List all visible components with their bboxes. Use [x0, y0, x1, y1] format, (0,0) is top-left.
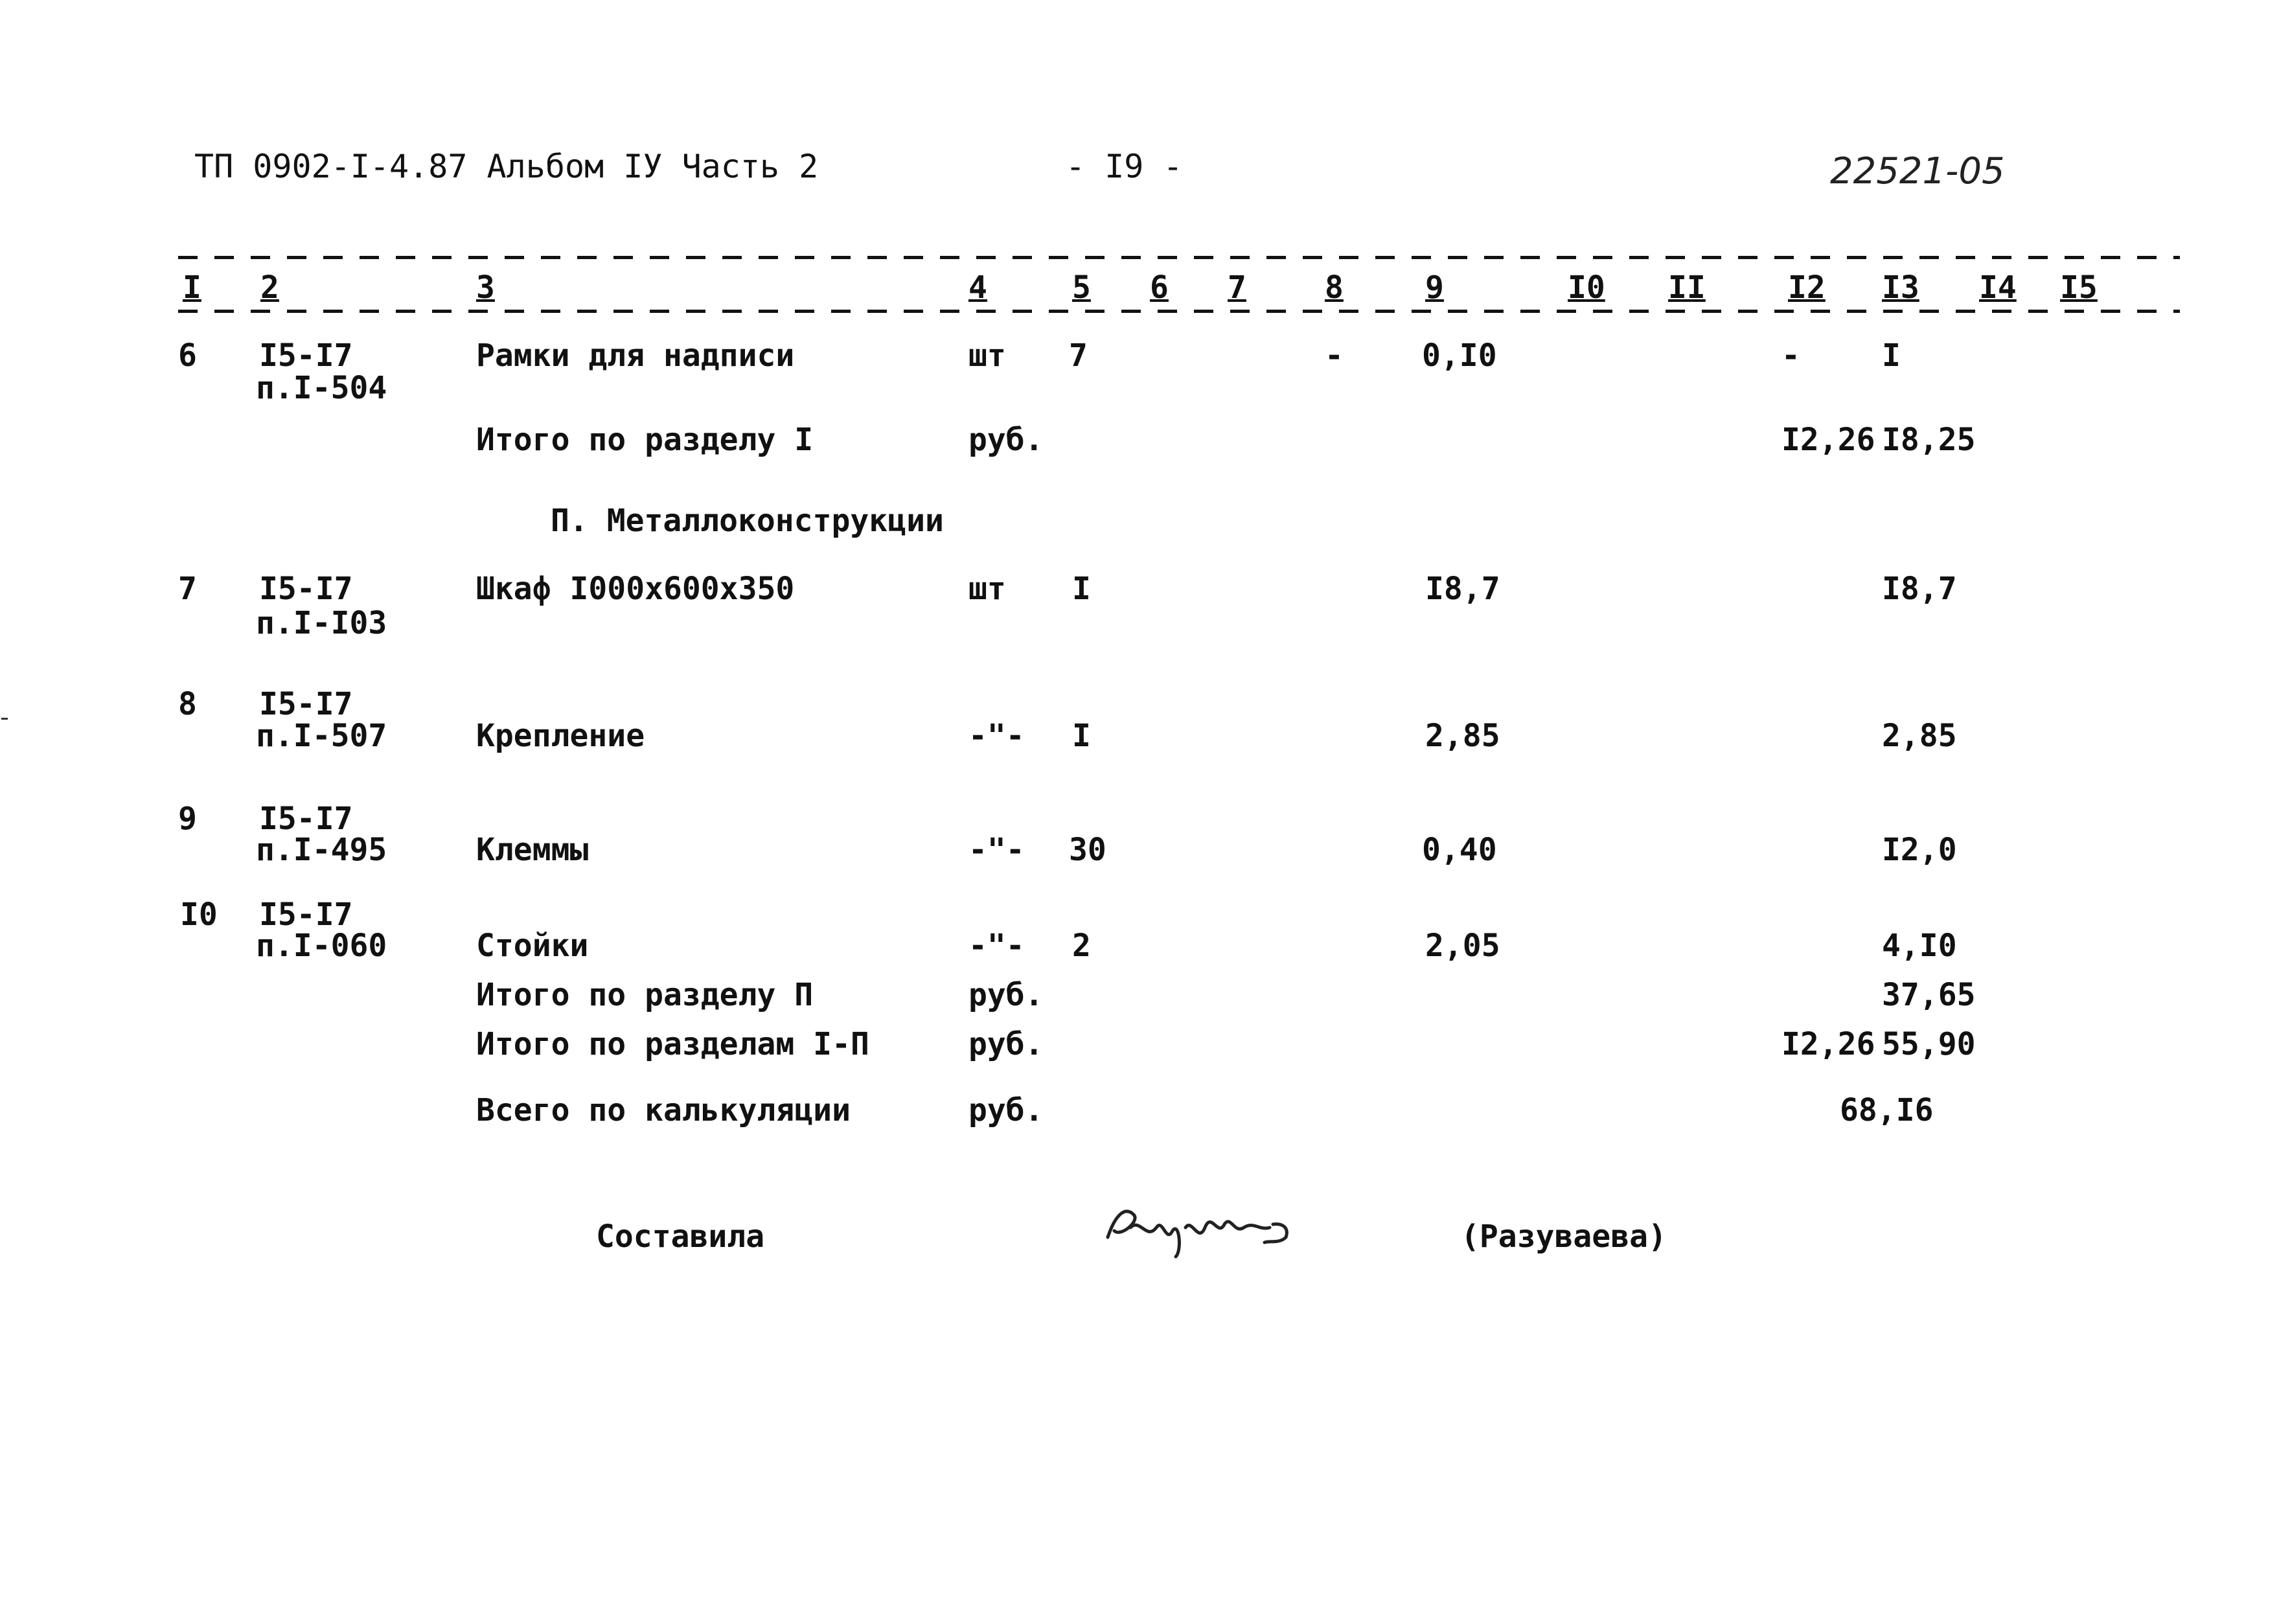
- row-price: 2,85: [1425, 718, 1500, 754]
- row-unit: -"-: [968, 718, 1025, 754]
- row-code-line1: I5-I7: [259, 897, 353, 933]
- row-col12: I2,26: [1781, 422, 1875, 458]
- row-code-line2: п.I-507: [256, 718, 387, 754]
- row-price: 0,40: [1422, 832, 1497, 868]
- document-reference: ТП 0902-I-4.87 Альбом IУ Часть 2: [194, 148, 819, 185]
- column-header: I5: [2060, 269, 2098, 306]
- row-name: Шкаф I000х600х350: [476, 571, 795, 607]
- row-col13: I8,25: [1882, 422, 1976, 458]
- column-header: 5: [1072, 269, 1091, 306]
- row-name: Всего по калькуляции: [476, 1092, 851, 1128]
- row-unit: руб.: [968, 422, 1044, 458]
- column-header: 3: [476, 269, 495, 306]
- column-header: 4: [968, 269, 987, 306]
- row-name: Крепление: [476, 718, 645, 754]
- row-col13: 2,85: [1882, 718, 1957, 754]
- row-number: 9: [178, 801, 197, 837]
- section-heading: П. Металлоконструкции: [551, 503, 944, 539]
- row-quantity: 30: [1069, 832, 1106, 868]
- row-name: Стойки: [476, 928, 589, 964]
- compiler-name: (Разуваева): [1461, 1218, 1667, 1255]
- column-header: I0: [1568, 269, 1605, 306]
- row-col13: 37,65: [1882, 977, 1976, 1013]
- table-top-rule: [178, 256, 2180, 259]
- row-code-line1: I5-I7: [259, 801, 353, 837]
- column-header: I2: [1788, 269, 1826, 306]
- row-unit: руб.: [968, 977, 1044, 1013]
- row-number: 7: [178, 571, 197, 607]
- row-number: 8: [178, 686, 197, 722]
- row-name: Рамки для надписи: [476, 337, 795, 374]
- signature: [1095, 1192, 1315, 1270]
- page-number: - I9 -: [1066, 148, 1183, 185]
- row-quantity: I: [1072, 571, 1091, 607]
- row-unit: шт: [968, 337, 1006, 374]
- archive-number: 22521-05: [1830, 150, 2005, 192]
- row-col13: 4,I0: [1882, 928, 1957, 964]
- column-header: 7: [1228, 269, 1246, 306]
- row-unit: руб.: [968, 1092, 1044, 1128]
- row-price: I8,7: [1425, 571, 1500, 607]
- row-code-line2: п.I-504: [256, 370, 387, 406]
- row-code-line2: п.I-060: [256, 928, 387, 964]
- row-col13: 55,90: [1882, 1026, 1976, 1062]
- row-code-line2: п.I-I03: [256, 605, 387, 641]
- row-number: 6: [178, 337, 197, 374]
- column-header: II: [1668, 269, 1706, 306]
- row-quantity: 7: [1069, 337, 1088, 374]
- row-name: Итого по разделам I-П: [476, 1026, 869, 1062]
- table-header-rule: [178, 310, 2180, 313]
- row-name: Итого по разделу П: [476, 977, 814, 1013]
- column-header: I4: [1979, 269, 2017, 306]
- row-unit: -"-: [968, 928, 1025, 964]
- row-name: Клеммы: [476, 832, 589, 868]
- row-unit: -"-: [968, 832, 1025, 868]
- row-unit: шт: [968, 571, 1006, 607]
- row-code-line1: I5-I7: [259, 571, 353, 607]
- column-header: 8: [1325, 269, 1344, 306]
- column-header: 9: [1425, 269, 1444, 306]
- row-col13: I: [1882, 337, 1901, 374]
- row-col12: -: [1781, 337, 1800, 374]
- column-header: I3: [1882, 269, 1919, 306]
- row-code-line2: п.I-495: [256, 832, 387, 868]
- row-code-line1: I5-I7: [259, 686, 353, 722]
- row-number: I0: [180, 897, 218, 933]
- row-code-line1: I5-I7: [259, 337, 353, 374]
- row-price: 0,I0: [1422, 337, 1497, 374]
- row-col13: 68,I6: [1840, 1092, 1934, 1128]
- row-name: Итого по разделу I: [476, 422, 814, 458]
- column-header: 2: [260, 269, 279, 306]
- column-header: 6: [1150, 269, 1169, 306]
- row-col13: I8,7: [1882, 571, 1957, 607]
- row-price: 2,05: [1425, 928, 1500, 964]
- row-col8: -: [1325, 337, 1344, 374]
- compiled-by-label: Составила: [596, 1218, 765, 1255]
- margin-mark: [1, 718, 8, 720]
- row-col13: I2,0: [1882, 832, 1957, 868]
- row-quantity: I: [1072, 718, 1091, 754]
- row-unit: руб.: [968, 1026, 1044, 1062]
- row-quantity: 2: [1072, 928, 1091, 964]
- row-col12: I2,26: [1781, 1026, 1875, 1062]
- column-header: I: [183, 269, 201, 306]
